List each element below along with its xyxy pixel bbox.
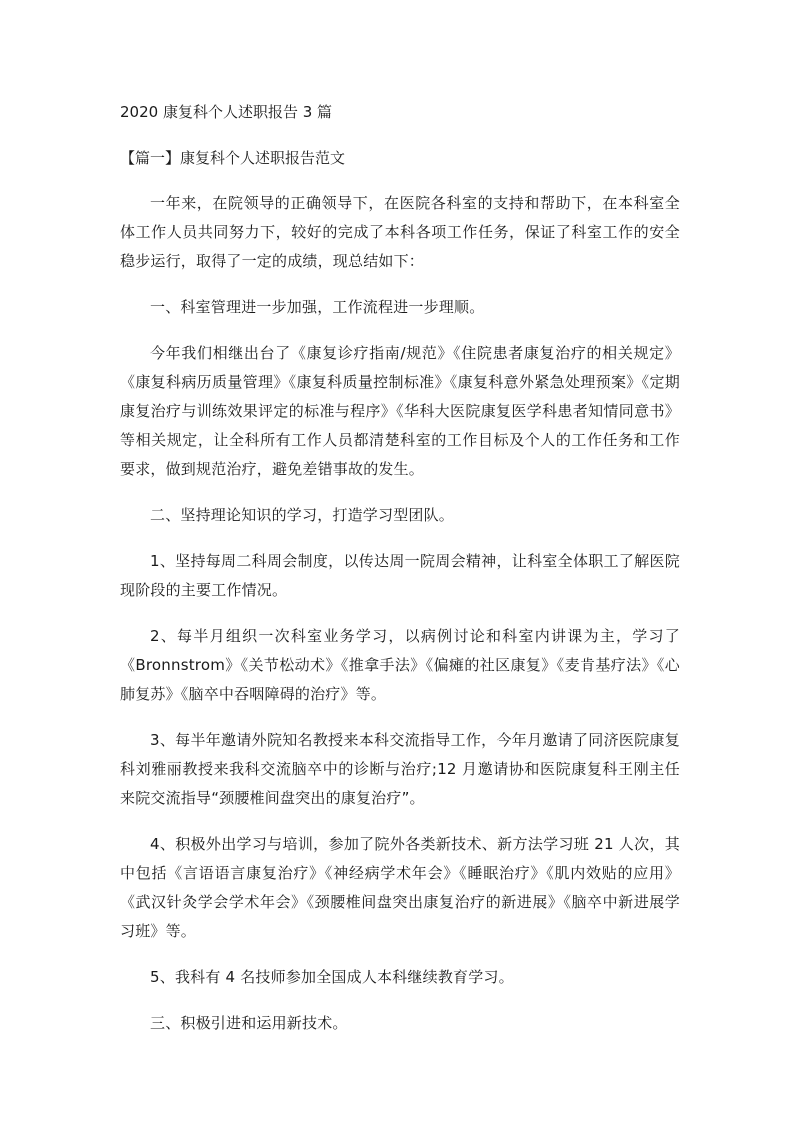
paragraph-regulations: 今年我们相继出台了《康复诊疗指南/规范》《住院患者康复治疗的相关规定》《康复科病历质量管理》《康复科质量控制标准》《康复科意外紧急处理预案》《定期康复治疗与训练效果评定的标准与程序》《华科大医院康复医学科患者知情同意书》等相关规定，让全科所有工作人员都清楚科室的工作目标及个人的工作任务和工作要求，做到规范治疗，避免差错事故的发生。 — [120, 344, 680, 478]
document-title: 2020 康复科个人述职报告 3 篇 — [120, 103, 333, 121]
paragraph-continuing-education: 5、我科有 4 名技师参加全国成人本科继续教育学习。 — [150, 968, 514, 986]
heading-new-technology: 三、积极引进和运用新技术。 — [150, 1014, 348, 1032]
heading-management: 一、科室管理进一步加强，工作流程进一步理顺。 — [150, 298, 485, 316]
paragraph-weekly-meeting: 1、坚持每周二科周会制度，以传达周一院周会精神，让科室全体职工了解医院现阶段的主要工作情况。 — [120, 552, 680, 599]
paragraph-biweekly-study: 2、每半月组织一次科室业务学习，以病例讨论和科室内讲课为主，学习了《Bronnstrom》《关节松动术》《推拿手法》《偏瘫的社区康复》《麦肯基疗法》《心肺复苏》《脑卒中吞咽障碍的治疗》等。 — [120, 627, 680, 703]
heading-learning: 二、坚持理论知识的学习，打造学习型团队。 — [150, 506, 455, 524]
paragraph-guest-professors: 3、每半年邀请外院知名教授来本科交流指导工作，今年月邀请了同济医院康复科刘雅丽教授来我科交流脑卒中的诊断与治疗;12 月邀请协和医院康复科王刚主任来院交流指导“颈腰椎间盘突出的康复治疗”。 — [120, 731, 680, 807]
section-title: 【篇一】康复科个人述职报告范文 — [120, 149, 346, 167]
paragraph-intro: 一年来，在院领导的正确领导下，在医院各科室的支持和帮助下，在本科室全体工作人员共同努力下，较好的完成了本科各项工作任务，保证了科室工作的安全稳步运行，取得了一定的成绩，现总结如下： — [120, 194, 680, 270]
paragraph-external-training: 4、积极外出学习与培训，参加了院外各类新技术、新方法学习班 21 人次，其中包括《言语语言康复治疗》《神经病学术年会》《睡眠治疗》《肌内效贴的应用》《武汉针灸学会学术年会》《颈腰椎间盘突出康复治疗的新进展》《脑卒中新进展学习班》等。 — [120, 835, 680, 940]
document-body — [120, 98, 680, 1038]
